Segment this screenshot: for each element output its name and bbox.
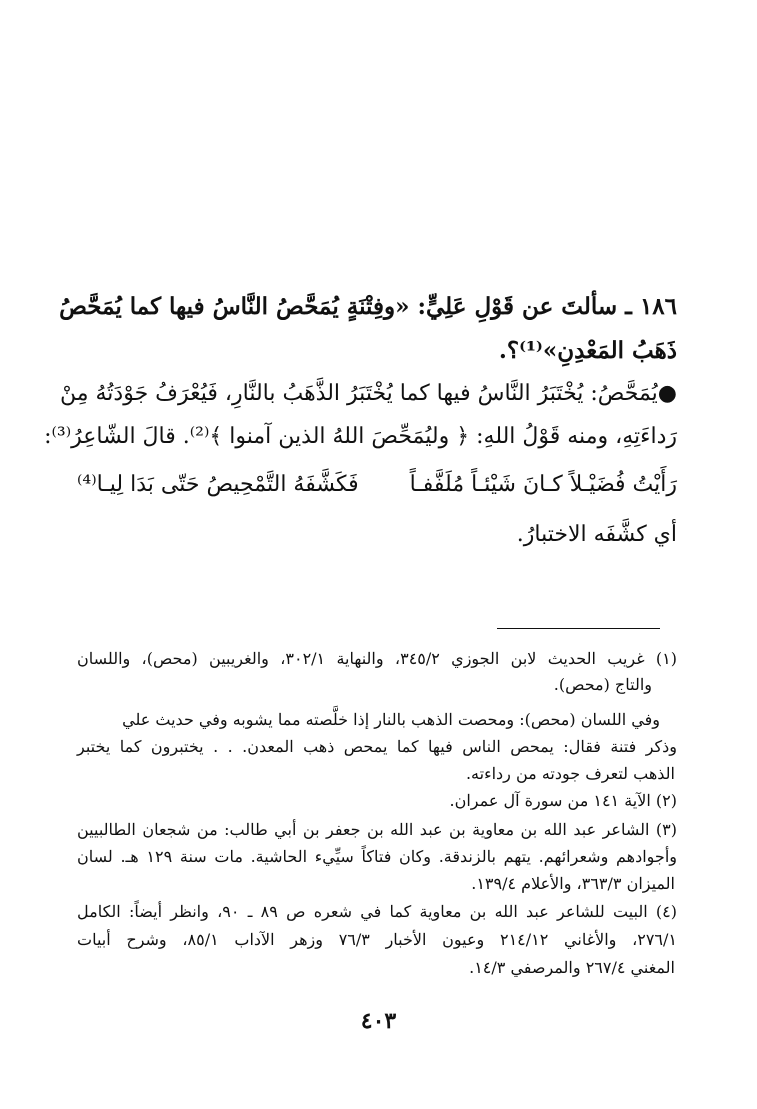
footnote-4-line-2: ٢٧٦/١، والأغاني ٢١٤/١٢ وعيون الأخبار ٧٦/٣ وزهر الآداب ٨٥/١، وشرح أبيات xyxy=(77,930,677,949)
footnote-1b-line-3: الذهب لتعرف جودته من رداءته. xyxy=(465,764,675,783)
footnote-separator xyxy=(497,628,660,629)
footnote-3-line-3: الميزان ٣٦٣/٣، والأعلام ١٣٩/٤. xyxy=(471,874,675,893)
footnote-1b-line-1: وفي اللسان (محص): ومحصت الذهب بالنار إذا خلَّصته مما يشوبه وفي حديث علي xyxy=(122,710,660,729)
footnote-1-line-1: (١) غريب الحديث لابن الجوزي ٣٤٥/٢، والنهاية ٣٠٢/١، والغريبين (محص)، واللسان xyxy=(77,649,677,668)
verse-second-hemistich: فَكَشَّفَهُ التَّمْحِيصُ حَتّى بَدَا لِيـا⁽⁴⁾ xyxy=(77,472,359,497)
footnote-4-line-1: (٤) البيت للشاعر عبد الله بن معاوية كما في شعره ص ٨٩ ـ ٩٠، وانظر أيضاً: الكامل xyxy=(77,902,678,921)
page-number: ٤٠٣ xyxy=(360,1008,397,1034)
poem-verse xyxy=(77,470,677,502)
closing-explanation: أي كشَّفَه الاختبارُ. xyxy=(516,522,677,547)
explanation-line-1: ●يُمَحَّصُ: يُخْتَبَرُ النَّاسُ فيها كما يُخْتَبَرُ الذَّهَبُ بالنَّارِ، فَيُعْرَفُ جَوْدَتُهُ مِنْ xyxy=(59,381,677,406)
footnote-1b-line-2: وذكر فتنة فقال: يمحص الناس فيها كما يمحص ذهب المعدن. . . يختبرون كما يختبر xyxy=(77,737,677,756)
footnote-1-line-2: والتاج (محص). xyxy=(553,675,652,694)
footnote-3-line-1: (٣) الشاعر عبد الله بن معاوية بن عبد الله بن جعفر بن أبي طالب: من شجعان الطالبيين xyxy=(77,820,677,839)
question-heading-line-1: ١٨٦ ـ سألتَ عن قَوْلِ عَلِيٍّ: «وفِتْنَةٍ يُمَحَّصُ النَّاسُ فيها كما يُمَحَّصُ xyxy=(59,293,677,320)
explanation-line-2: رَداءَتِهِ، ومنه قَوْلُ اللهِ: ﴿ وليُمَحِّصَ اللهُ الذين آمنوا ﴾⁽²⁾. قالَ الشّاعِرُ⁽³⁾: xyxy=(44,424,677,449)
footnote-3-line-2: وأجوادهم وشعرائهم. يتهم بالزندقة. وكان فتاكاً سيِّيء الحاشية. مات سنة ١٢٩ هـ. لسان xyxy=(77,847,677,866)
footnote-4-line-3: المغني ٢٦٧/٤ والمرصفي ١٤/٣. xyxy=(469,958,675,977)
footnote-2: (٢) الآية ١٤١ من سورة آل عمران. xyxy=(449,791,677,810)
verse-first-hemistich: رَأَيْتُ فُضَيْـلاً كـانَ شَيْئـاً مُلَفَّفـاً xyxy=(409,472,677,497)
question-heading-line-2: ذَهَبُ المَعْدِنِ»⁽¹⁾؟. xyxy=(498,337,677,364)
